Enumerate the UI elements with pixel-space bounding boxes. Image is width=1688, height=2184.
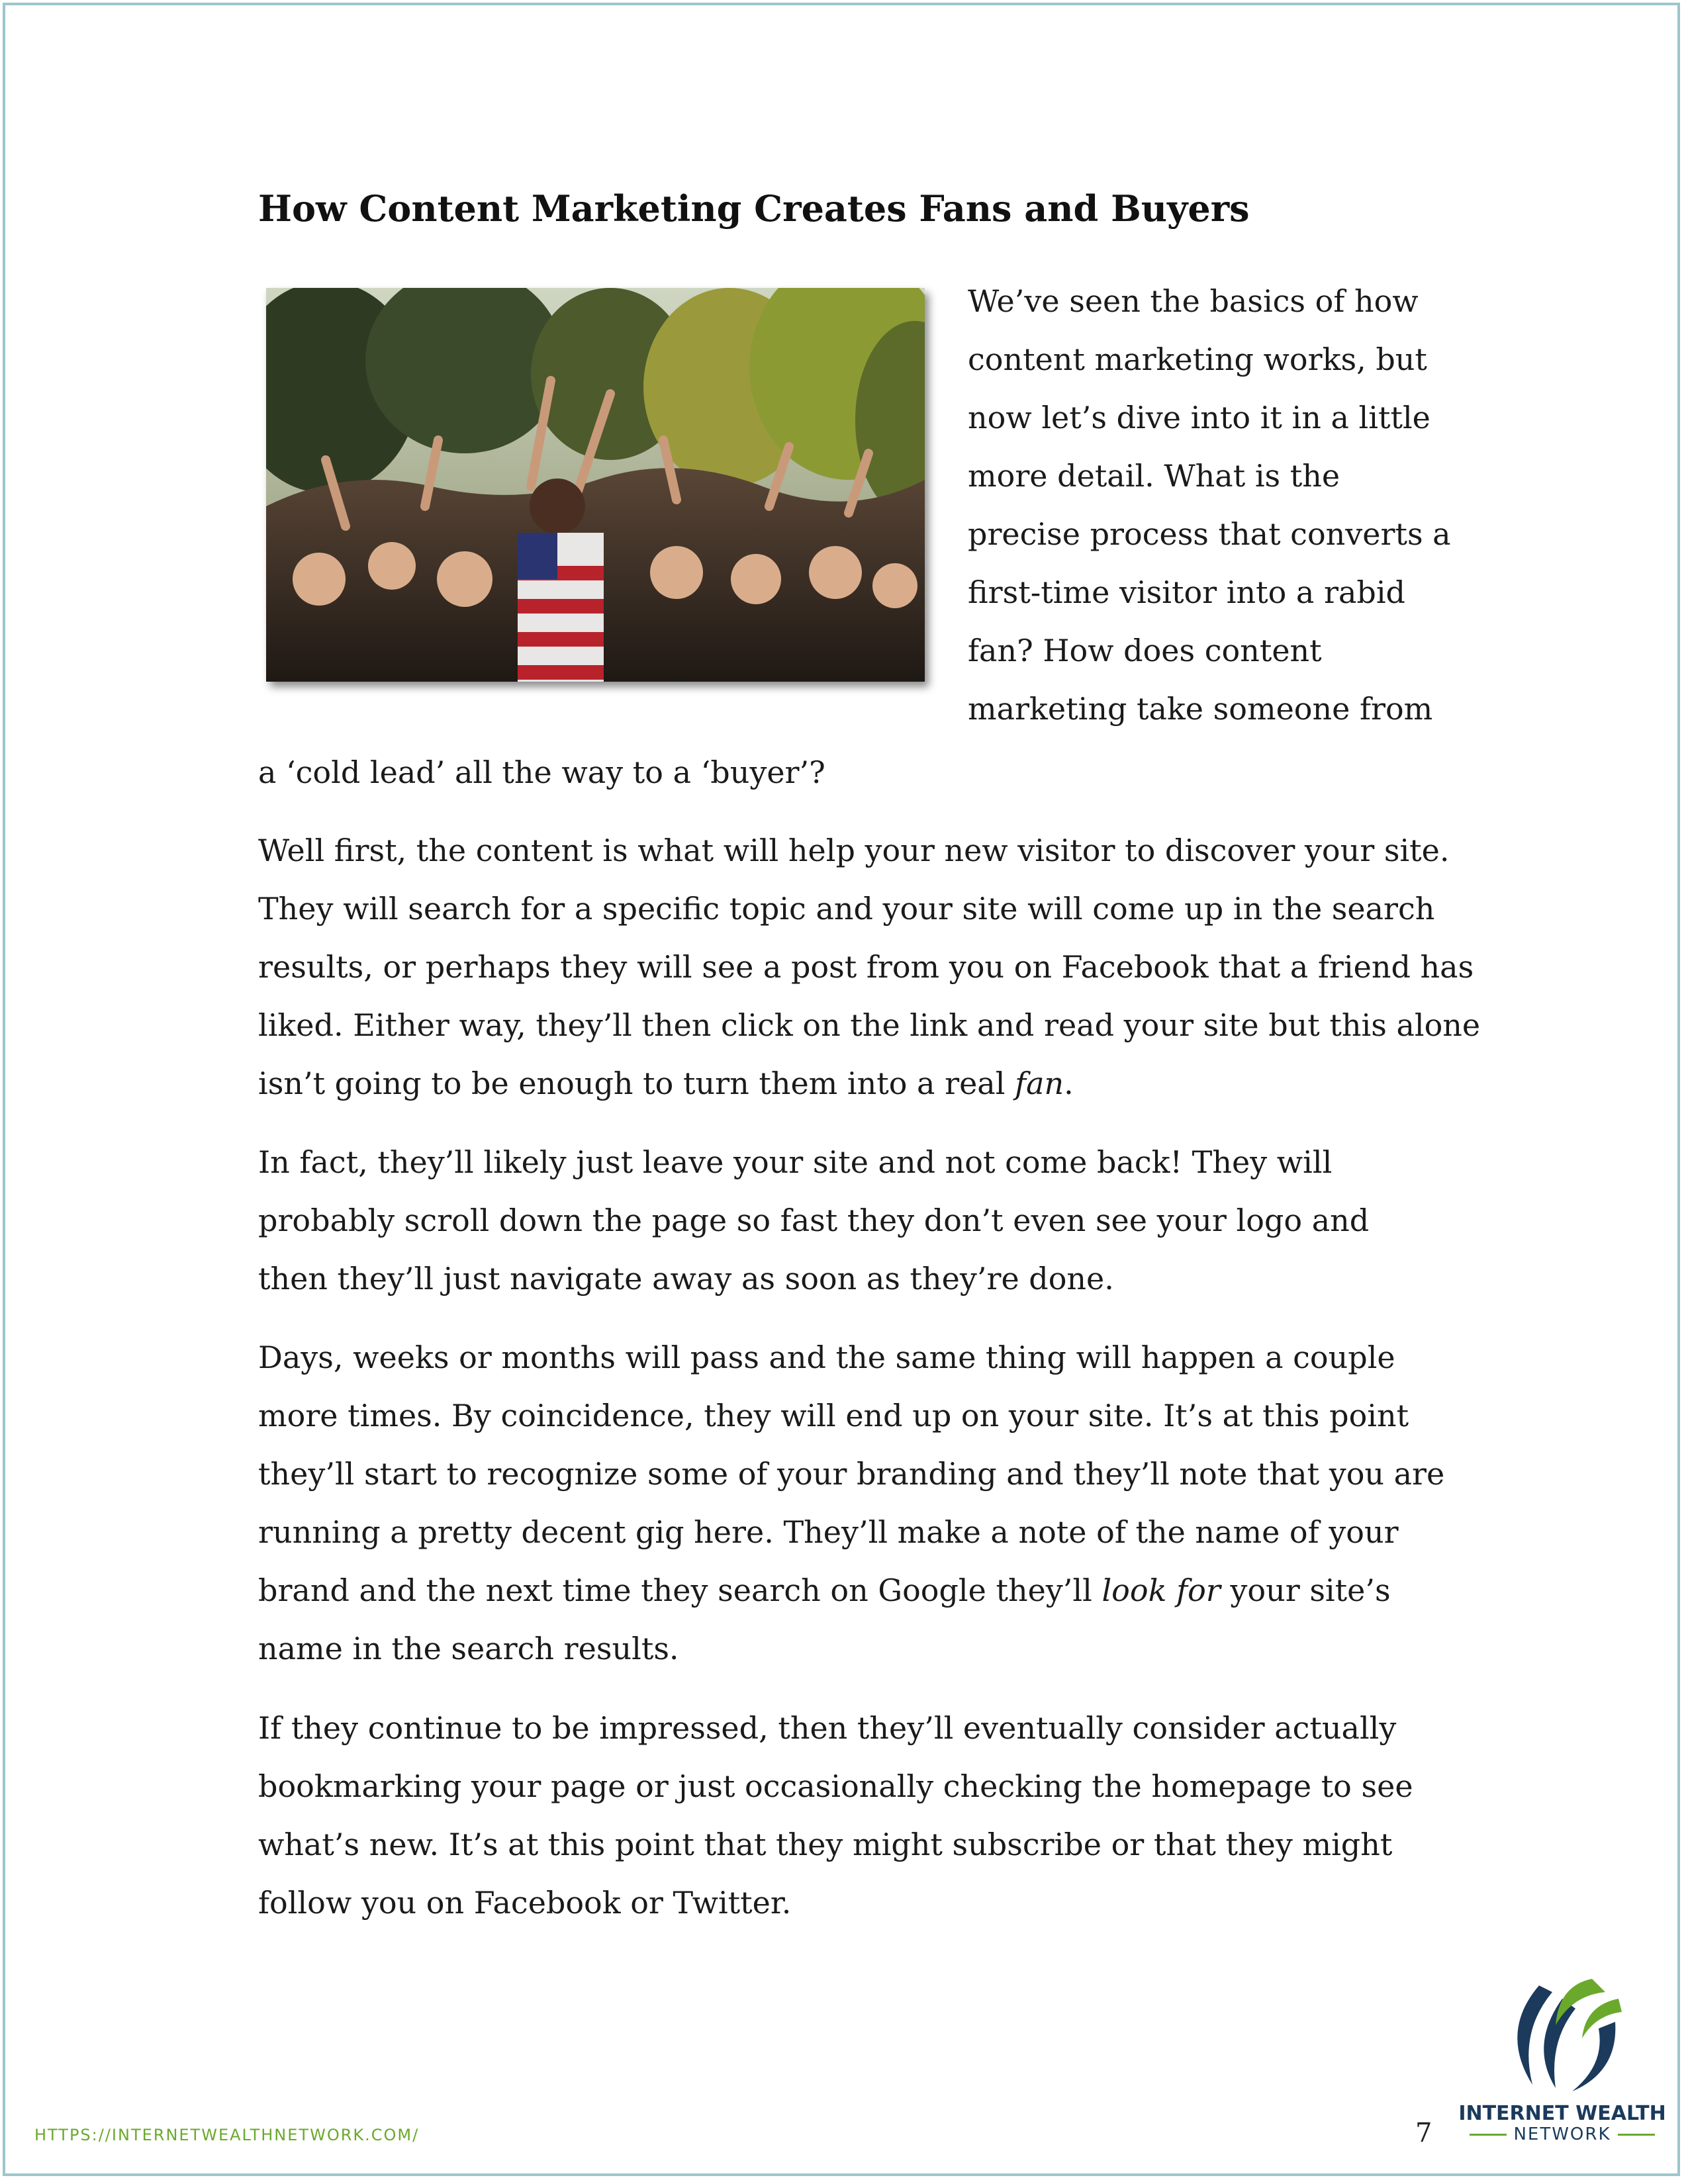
paragraph-line	[258, 1570, 1391, 1610]
paragraph-line: In fact, they’ll likely just leave your site and not come back! They will	[258, 1144, 1333, 1180]
page-heading: How Content Marketing Creates Fans and Buyers	[258, 187, 1250, 230]
paragraph-text: .	[1064, 1066, 1074, 1101]
intro-line: fan? How does content	[968, 633, 1322, 668]
emphasis-text: fan	[1015, 1066, 1064, 1101]
logo-rule-left	[1470, 2134, 1507, 2136]
logo-wordmark-text: NETWORK	[1513, 2124, 1611, 2144]
paragraph-line: results, or perhaps they will see a post from you on Facebook that a friend has	[258, 949, 1474, 985]
paragraph-line: bookmarking your page or just occasionally checking the homepage to see	[258, 1768, 1413, 1804]
concert-crowd-photo	[266, 288, 925, 682]
concert-crowd-illustration	[266, 288, 925, 682]
intro-line: a ‘cold lead’ all the way to a ‘buyer’?	[258, 754, 825, 790]
paragraph-line: what’s new. It’s at this point that they might subscribe or that they might	[258, 1827, 1393, 1862]
logo-wordmark-top: INTERNET WEALTH	[1458, 2102, 1666, 2125]
paragraph-line: liked. Either way, they’ll then click on the link and read your site but this alone	[258, 1007, 1481, 1043]
internet-wealth-network-logo-icon	[1493, 1972, 1625, 2098]
paragraph-line: then they’ll just navigate away as soon as they’re done.	[258, 1261, 1114, 1297]
brand-logo	[1453, 1972, 1671, 2144]
paragraph-line: name in the search results.	[258, 1631, 679, 1666]
page-number: 7	[1415, 2118, 1432, 2148]
intro-line: content marketing works, but	[968, 341, 1427, 377]
paragraph-line: Days, weeks or months will pass and the same thing will happen a couple	[258, 1340, 1395, 1375]
paragraph-line: running a pretty decent gig here. They’ll make a note of the name of your	[258, 1514, 1399, 1550]
intro-line: more detail. What is the	[968, 458, 1340, 494]
intro-line: marketing take someone from	[968, 691, 1433, 727]
paragraph-line: Well first, the content is what will help your new visitor to discover your site.	[258, 833, 1450, 868]
logo-wordmark-bottom	[1453, 2124, 1671, 2144]
intro-line: precise process that converts a	[968, 516, 1451, 552]
paragraph-text: brand and the next time they search on Google they’ll	[258, 1572, 1102, 1608]
paragraph-line: If they continue to be impressed, then they’ll eventually consider actually	[258, 1710, 1397, 1746]
paragraph-line	[258, 1064, 1074, 1103]
paragraph-line: they’ll start to recognize some of your branding and they’ll note that you are	[258, 1456, 1445, 1492]
paragraph-text: isn’t going to be enough to turn them into a real	[258, 1066, 1015, 1101]
intro-line: now let’s dive into it in a little	[968, 400, 1430, 435]
emphasis-text: look for	[1102, 1572, 1221, 1608]
paragraph-line: probably scroll down the page so fast they don’t even see your logo and	[258, 1203, 1370, 1238]
intro-line: We’ve seen the basics of how	[968, 283, 1419, 319]
logo-rule-right	[1618, 2134, 1655, 2136]
intro-line: first-time visitor into a rabid	[968, 574, 1405, 610]
footer-url-link[interactable]: HTTPS://INTERNETWEALTHNETWORK.COM/	[34, 2126, 420, 2144]
paragraph-text: your site’s	[1220, 1572, 1391, 1608]
paragraph-line: more times. By coincidence, they will end up on your site. It’s at this point	[258, 1398, 1409, 1433]
paragraph-line: They will search for a specific topic and your site will come up in the search	[258, 891, 1435, 927]
paragraph-line: follow you on Facebook or Twitter.	[258, 1885, 792, 1921]
